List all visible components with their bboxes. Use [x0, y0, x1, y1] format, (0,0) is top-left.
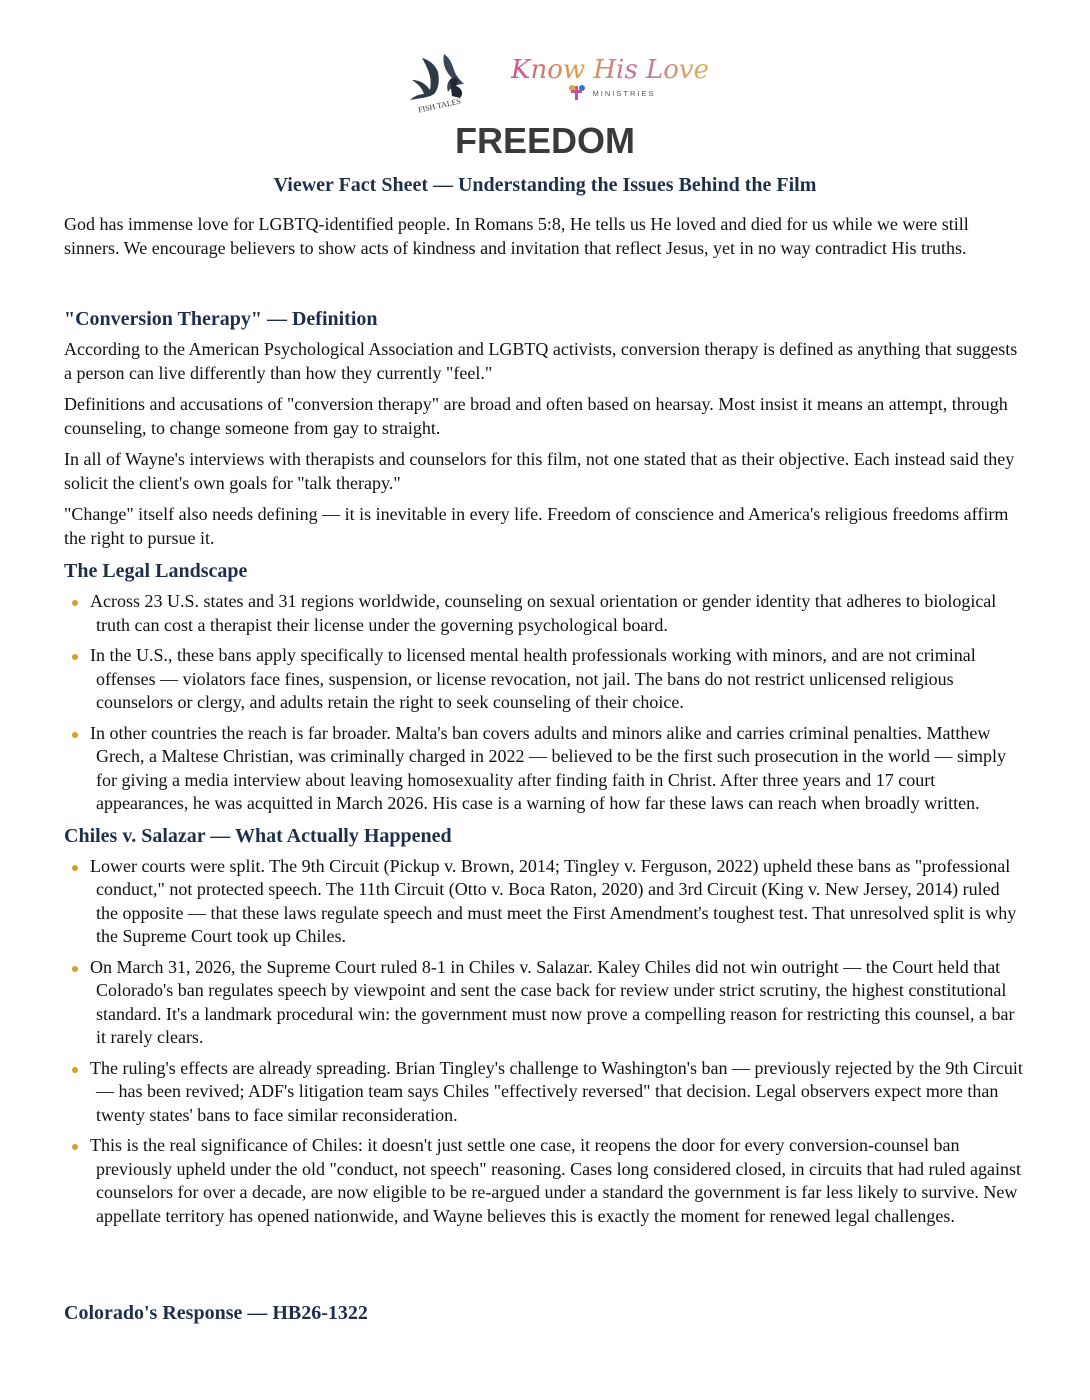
section-heading-chiles: Chiles v. Salazar — What Actually Happened [64, 824, 452, 847]
know-his-love-logo [511, 50, 709, 104]
bullet-icon [72, 732, 78, 738]
section-heading-definition: "Conversion Therapy" — Definition [64, 308, 378, 330]
svg-text:MINISTRIES: MINISTRIES [592, 89, 656, 98]
list-item [64, 590, 1026, 637]
list-item [64, 1134, 1026, 1228]
svg-text:FISH TALES: FISH TALES [417, 96, 462, 115]
section-heading-colorado: Colorado's Response — HB26-1322 [64, 1302, 368, 1324]
bullet-icon [72, 1067, 78, 1073]
list-item-text: Lower courts were split. The 9th Circuit (Pickup v. Brown, 2014; Tingley v. Ferguson, 2022) upheld these bans as "professional conduct," not protected speech. The 11th Circuit (Otto v. Boca Raton, 2020) and 3rd Circuit (King v. New Jersey, 2014) ruled the opposite — that these laws regulate speech and must meet the First Amendment's toughest test. That unresolved split is why the Supreme Court took up Chiles. [90, 855, 1017, 946]
bullet-list-chiles [64, 855, 1026, 1229]
list-item [64, 1057, 1026, 1128]
bullet-icon [72, 966, 78, 972]
bullet-icon [72, 654, 78, 660]
paragraph: "Change" itself also needs defining — it is inevitable in every life. Freedom of conscience and America's religious freedoms affirm the right to pursue it. [64, 504, 1009, 548]
list-item-text: On March 31, 2026, the Supreme Court ruled 8-1 in Chiles v. Salazar. Kaley Chiles did not win outright — the Court held that Colorado's ban regulates speech by viewpoint and sent the case back for review under strict scrutiny, the highest constitutional standard. It's a landmark procedural win: the government must now prove a compelling reason for restricting this counsel, a bar it rarely clears. [90, 956, 1015, 1047]
page-title: FREEDOM [455, 120, 635, 161]
list-item-text: In other countries the reach is far broader. Malta's ban covers adults and minors alike and carries criminal penalties. Matthew Grech, a Maltese Christian, was criminally charged in 2022 — believed to be the first such prosecution in the world — simply for giving a media interview about leaving homosexuality after finding faith in Christ. After three years and 17 court appearances, he was acquitted in March 2026. His case is a warning of how far these laws can reach when broadly written. [90, 722, 1006, 813]
paragraph: Definitions and accusations of "conversion therapy" are broad and often based on hearsay. Most insist it means an attempt, through counseling, to change someone from gay to straight. [64, 394, 1008, 438]
section-heading-legal: The Legal Landscape [64, 560, 248, 582]
fish-tales-logo [400, 50, 480, 114]
list-item-text: In the U.S., these bans apply specifically to licensed mental health professionals working with minors, and are not criminal offenses — violators face fines, suspension, or license revocation, not jail. The bans do not restrict unlicensed religious counselors or clergy, and adults retain the right to seek counseling of their choice. [90, 645, 976, 712]
svg-text:Know His Love: Know His Love [511, 55, 709, 85]
paragraph: According to the American Psychological Association and LGBTQ activists, conversion therapy is defined as anything that suggests a person can live differently than how they currently "feel." [64, 339, 1018, 383]
list-item-text: The ruling's effects are already spreading. Brian Tingley's challenge to Washington's ban — previously rejected by the 9th Circuit — has been revived; ADF's litigation team says Chiles "effectively reversed" that decision. Legal observers expect more than twenty states' bans to face similar reconsideration. [90, 1057, 1023, 1125]
logo-row [0, 50, 1090, 114]
page-subtitle: Viewer Fact Sheet — Understanding the Issues Behind the Film [273, 174, 817, 196]
fact-sheet-body [64, 213, 1026, 1332]
bullet-icon [72, 1144, 78, 1150]
list-item [64, 855, 1026, 949]
list-item [64, 956, 1026, 1050]
list-item-text: This is the real significance of Chiles: it doesn't just settle one case, it reopens the door for every conversion-counsel ban previously upheld under the old "conduct, not speech" reasoning. Cases long considered closed, in circuits that had ruled against counselors for over a decade, are now eligible to be re-argued under a standard the government is far less likely to survive. New appellate territory has opened nationwide, and Wayne believes this is exactly the moment for renewed legal challenges. [90, 1135, 1021, 1226]
bullet-icon [72, 600, 78, 606]
intro-paragraph: God has immense love for LGBTQ-identified people. In Romans 5:8, He tells us He loved and died for us while we were still sinners. We encourage believers to show acts of kindness and invitation that reflect Jesus, yet in no way contradict His truths. [64, 214, 969, 258]
bullet-icon [72, 865, 78, 871]
bullet-list-legal [64, 590, 1026, 816]
list-item [64, 722, 1026, 816]
list-item [64, 644, 1026, 715]
cross-people-icon [569, 85, 585, 100]
paragraph: In all of Wayne's interviews with therapists and counselors for this film, not one stated that as their objective. Each instead said they solicit the client's own goals for "talk therapy." [64, 449, 1015, 493]
list-item-text: Across 23 U.S. states and 31 regions worldwide, counseling on sexual orientation or gender identity that adheres to biological truth can cost a therapist their license under the governing psychological board. [90, 591, 997, 635]
